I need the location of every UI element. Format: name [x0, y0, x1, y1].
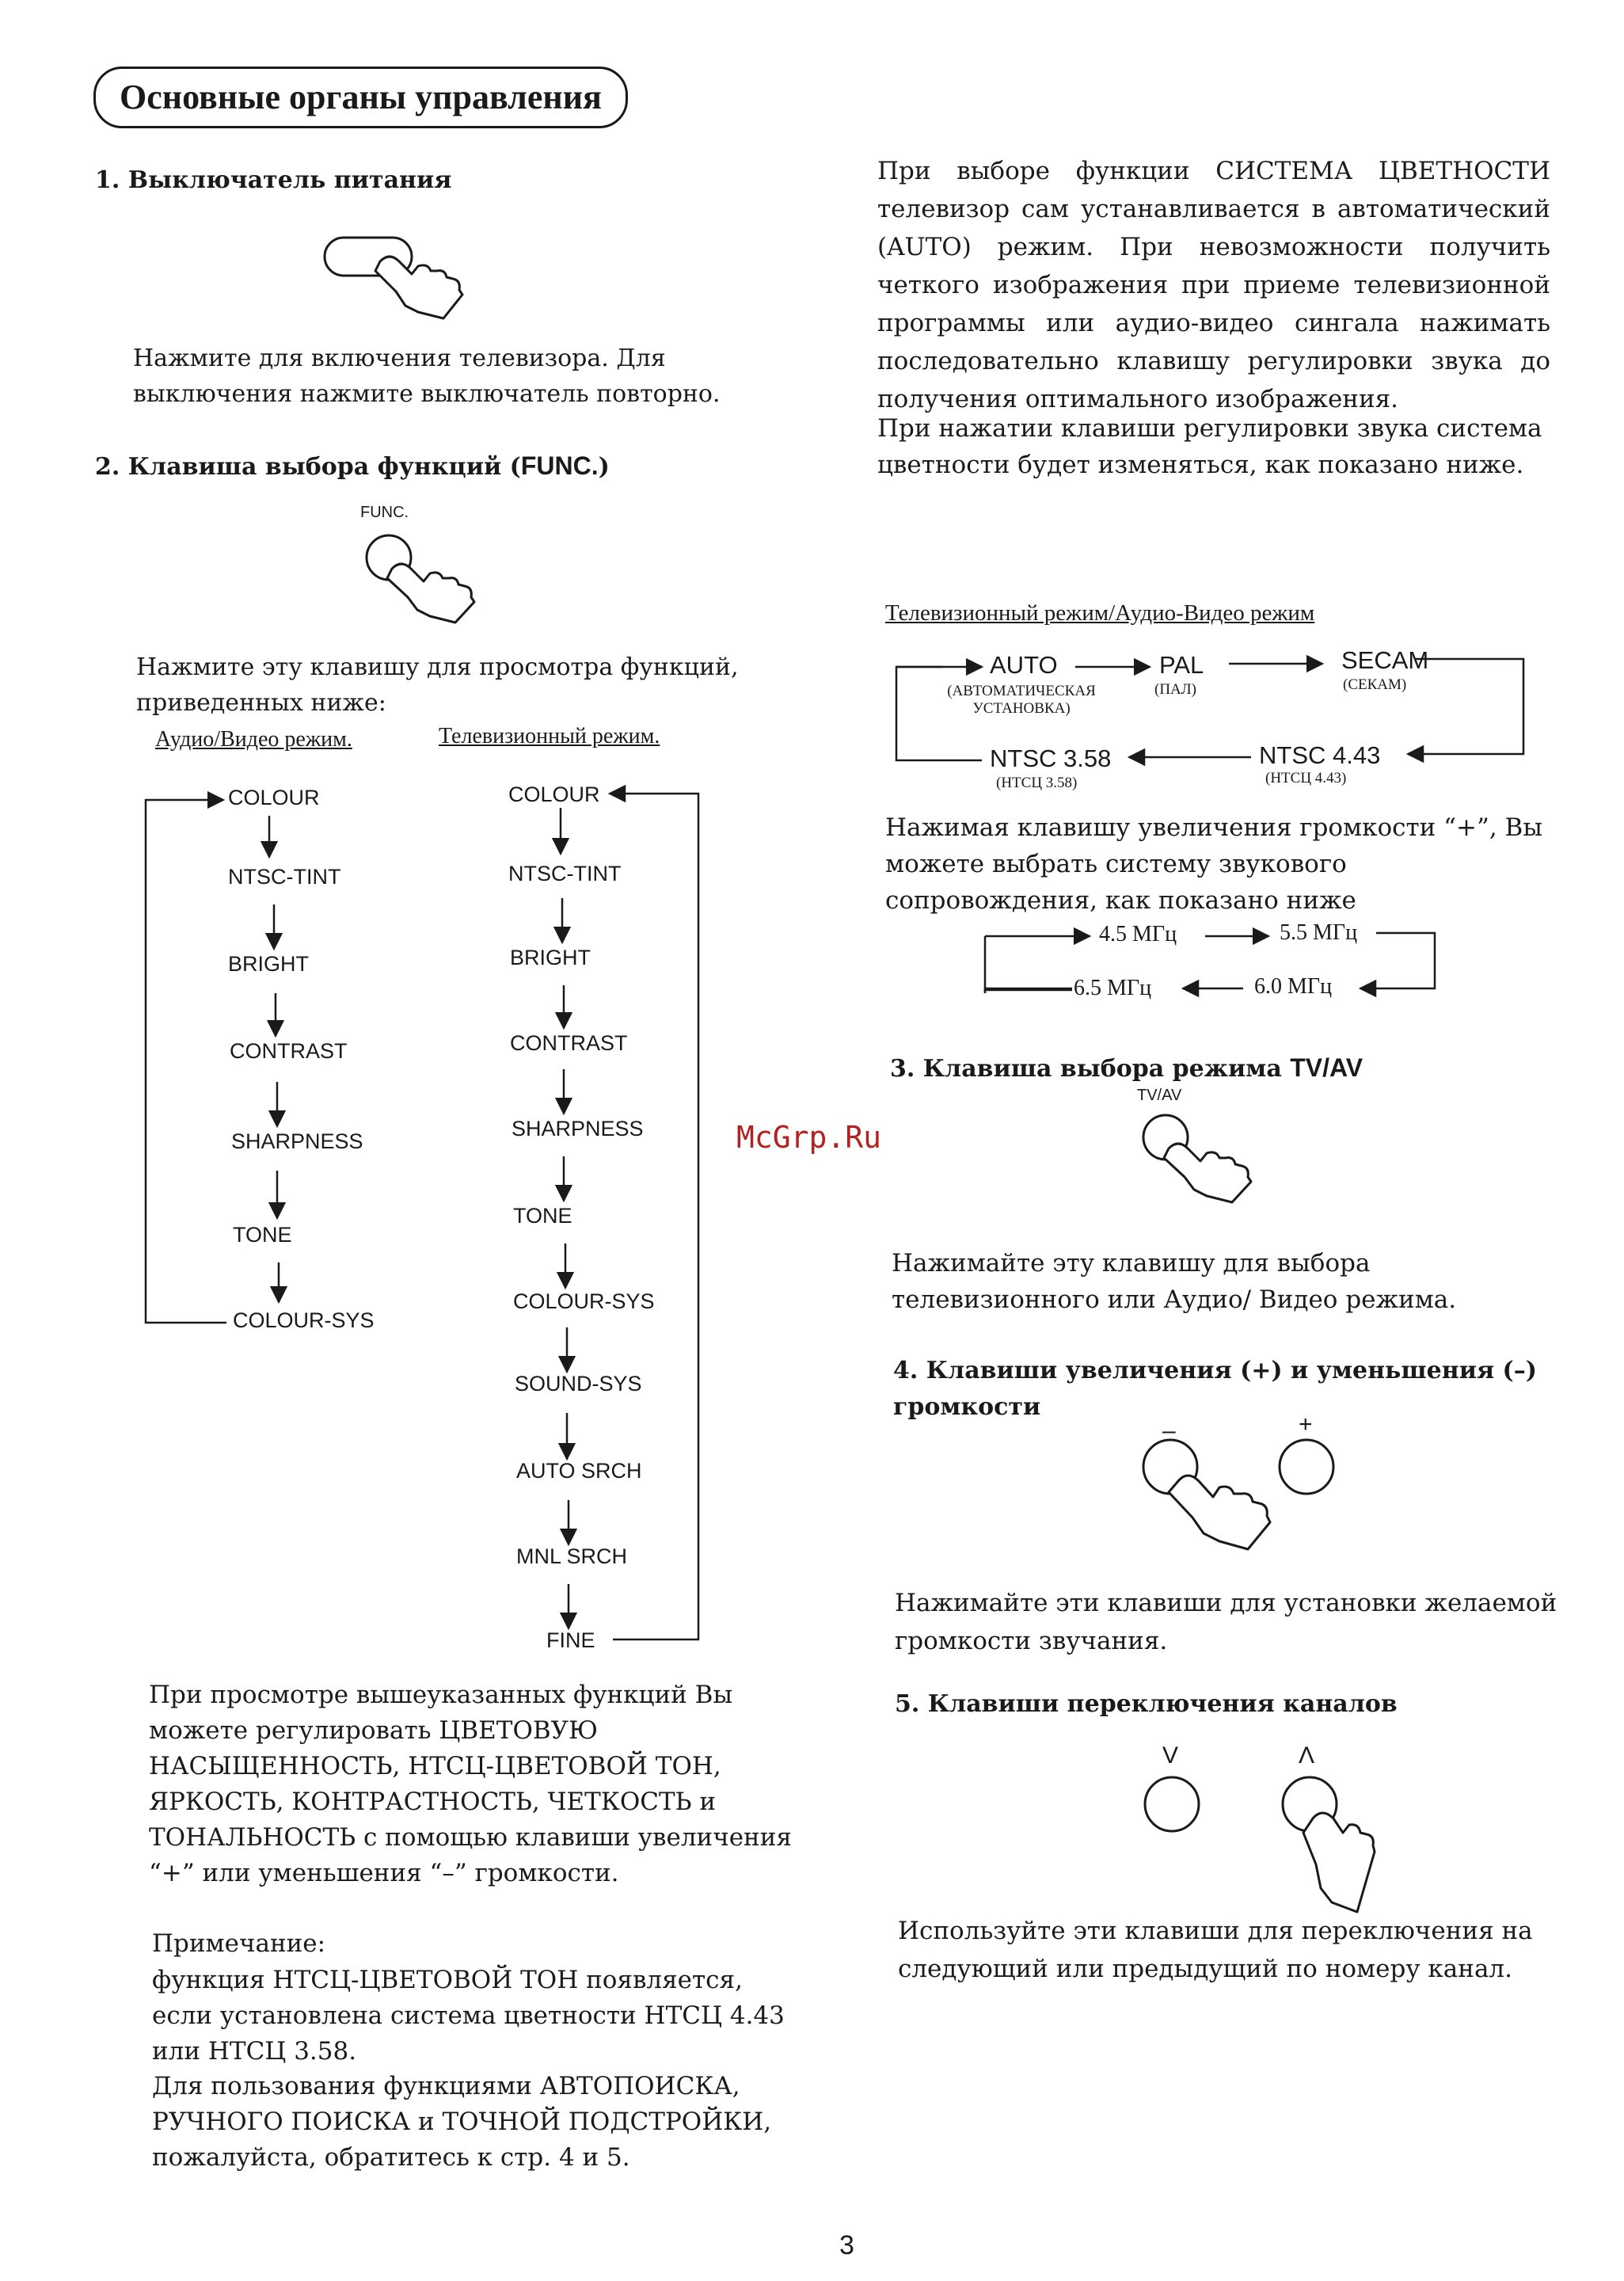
av-function-colour: COLOUR [228, 786, 320, 809]
tv-av-heading-text: 3. Клавиша выбора режима [890, 1055, 1291, 1083]
colour-system-text: При выборе функции СИСТЕМА ЦВЕТНОСТИ телевизор сам устанавливается в автоматический (AUTO) режим. При невозможности получить четкого изображения при приеме телевизионной программы или аудио-видео сингала нажимать последовательно клавишу регулировки звука до получения оптимального изображения. [877, 157, 1550, 413]
tv-av-button-label: TV/AV [1137, 1087, 1182, 1104]
av-mode-label: Аудио/Видео режим. [155, 727, 352, 752]
sound-system-4-5: 4.5 МГц [1099, 922, 1177, 946]
func-heading-key: FUNC. [520, 451, 599, 480]
tv-function-sharpness: SHARPNESS [512, 1117, 644, 1140]
hand-press-tv-av-button-icon[interactable] [1137, 1109, 1280, 1204]
tv-function-sound-sys: SOUND-SYS [515, 1372, 642, 1396]
tv-function-ntsc-tint: NTSC-TINT [508, 862, 622, 885]
power-switch-heading: 1. Выключатель питания [95, 166, 452, 194]
colour-system-ntsc-358-sub: (НТСЦ 3.58) [996, 775, 1078, 791]
note-text-2: Для пользования функциями АВТОПОИСКА, РУЧНОГО ПОИСКА и ТОЧНОЙ ПОДСТРОЙКИ, пожалуйста, обратитесь к стр. 4 и 5. [152, 2072, 772, 2172]
tv-function-fine: FINE [546, 1628, 595, 1652]
volume-minus-label: – [1162, 1418, 1176, 1444]
page-title: Основные органы управления [93, 67, 628, 128]
page-number: 3 [839, 2230, 854, 2260]
colour-system-auto: AUTO [990, 651, 1058, 679]
channel-keys-heading: 5. Клавиши переключения каналов [895, 1690, 1398, 1718]
note-title: Примечание: [152, 1929, 326, 1958]
func-heading-close: ) [598, 453, 610, 481]
tv-av-mode-label: Телевизионный режим/Аудио-Видео режим [885, 600, 1315, 626]
tv-function-mnl-srch: MNL SRCH [516, 1544, 628, 1568]
colour-system-secam-sub: (СЕКАМ) [1343, 676, 1407, 693]
colour-system-pal-sub: (ПАЛ) [1154, 681, 1196, 698]
tv-av-heading-key: TV/AV [1290, 1053, 1363, 1082]
watermark: McGrp.Ru [736, 1120, 882, 1155]
colour-system-ntsc-443: NTSC 4.43 [1259, 741, 1381, 769]
av-function-sharpness: SHARPNESS [231, 1129, 363, 1153]
func-intro-text: Нажмите эту клавишу для просмотра функций, приведенных ниже: [136, 653, 739, 717]
tv-function-auto-srch: AUTO SRCH [516, 1459, 642, 1483]
functions-adjust-text: При просмотре вышеуказанных функций Вы можете регулировать ЦВЕТОВУЮ НАСЫЩЕННОСТЬ, НТСЦ-ЦВЕТОВОЙ ТОН, ЯРКОСТЬ, КОНТРАСТНОСТЬ, ЧЕТКОСТЬ и ТОНАЛЬНОСТЬ с помощью клавиши увеличения “+” или уменьшения “–” громкости. [149, 1681, 792, 1887]
tv-function-colour: COLOUR [508, 783, 600, 806]
func-heading-text: 2. Клавиша выбора функций ( [95, 453, 521, 481]
tv-function-colour-sys: COLOUR-SYS [513, 1289, 655, 1313]
av-function-ntsc-tint: NTSC-TINT [228, 865, 341, 889]
tv-av-text: Нажимайте эту клавишу для выбора телевизионного или Аудио/ Видео режима. [892, 1249, 1457, 1314]
av-function-contrast: CONTRAST [230, 1039, 348, 1063]
volume-keys-heading: 4. Клавиши увеличения (+) и уменьшения (–) громкости [893, 1357, 1537, 1421]
tv-function-contrast: CONTRAST [510, 1031, 628, 1055]
sound-system-6-5: 6.5 МГц [1074, 976, 1152, 1000]
av-function-bright: BRIGHT [228, 952, 310, 976]
channel-keys-text: Используйте эти клавиши для переключения на следующий или предыдущий по номеру канал. [898, 1917, 1533, 1983]
sound-system-5-5: 5.5 МГц [1280, 920, 1358, 945]
av-function-colour-sys: COLOUR-SYS [233, 1308, 375, 1332]
tv-function-bright: BRIGHT [510, 946, 591, 969]
colour-system-pal: PAL [1159, 651, 1204, 679]
note-text: функция НТСЦ-ЦВЕТОВОЙ ТОН появляется, если установлена система цветности НТСЦ 4.43 или НТСЦ 3.58. [152, 1966, 785, 2066]
channel-up-label: Λ [1299, 1742, 1315, 1769]
volume-keys-text: Нажимайте эти клавиши для установки желаемой громкости звучания. [895, 1589, 1557, 1655]
av-function-tone: TONE [233, 1223, 292, 1247]
func-button-label: FUNC. [360, 504, 409, 521]
tv-function-tone: TONE [513, 1204, 572, 1228]
tv-mode-label: Телевизионный режим. [439, 724, 660, 748]
colour-system-ntsc-358: NTSC 3.58 [990, 744, 1112, 772]
colour-system-ntsc-443-sub: (НТСЦ 4.43) [1265, 770, 1347, 786]
tv-av-key-heading [890, 1053, 1363, 1083]
colour-system-secam: SECAM [1341, 646, 1429, 674]
power-switch-text: Нажмите для включения телевизора. Для выключения нажмите выключатель повторно. [133, 345, 721, 408]
hand-press-channel-buttons-icon[interactable] [1137, 1769, 1375, 1920]
colour-system-auto-sub: (АВТОМАТИЧЕСКАЯ УСТАНОВКА) [947, 683, 1096, 717]
sound-system-6-0: 6.0 МГц [1254, 974, 1333, 999]
sound-system-text: Нажимая клавишу увеличения громкости “+”, Вы можете выбрать систему звукового сопровождения, как показано ниже [885, 813, 1543, 915]
colour-system-cycle-text: При нажатии клавиши регулировки звука система цветности будет изменяться, как показано ниже. [877, 414, 1542, 479]
hand-press-volume-buttons-icon[interactable] [1137, 1432, 1343, 1575]
volume-plus-label: + [1299, 1411, 1313, 1438]
channel-down-label: V [1162, 1742, 1179, 1769]
